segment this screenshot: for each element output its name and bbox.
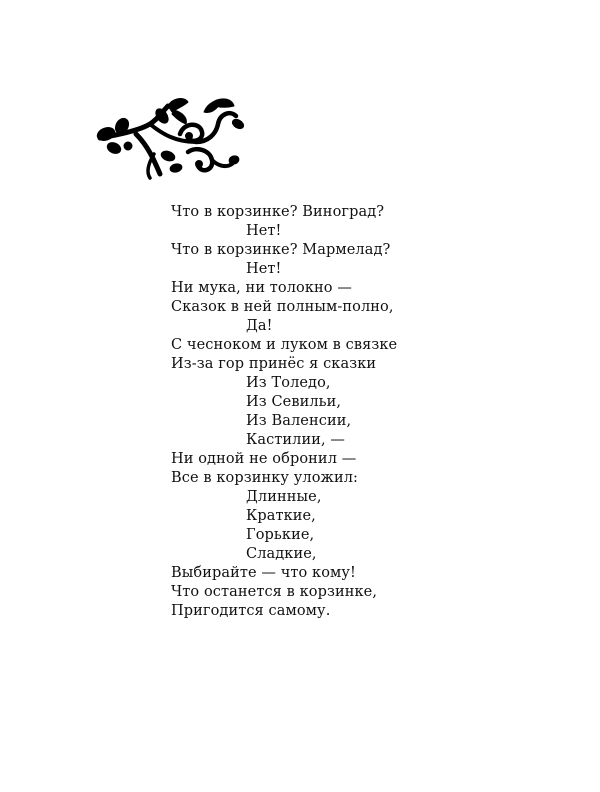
poem-line: Кастилии, — (246, 432, 346, 448)
poem-line: С чесноком и луком в связке (171, 337, 398, 353)
poem-line: Сказок в ней полным-полно, (171, 299, 394, 315)
floral-ornament-icon (92, 94, 248, 184)
poem-line: Сладкие, (246, 546, 317, 562)
poem-line: Да! (246, 318, 273, 334)
poem-line: Ни мука, ни толокно — (171, 280, 352, 296)
poem-line: Из Валенсии, (246, 413, 352, 429)
poem-line: Что в корзинке? Мармелад? (171, 242, 391, 258)
poem-line: Из-за гор принёс я сказки (171, 356, 377, 372)
poem-line: Горькие, (246, 527, 315, 543)
poem-line: Длинные, (246, 489, 322, 505)
poem-line: Все в корзинку уложил: (171, 470, 359, 486)
poem-line: Нет! (246, 261, 282, 277)
poem-line: Ни одной не обронил — (171, 451, 357, 467)
poem-line: Из Севильи, (246, 394, 342, 410)
poem-line: Нет! (246, 223, 282, 239)
poem-line: Что в корзинке? Виноград? (171, 204, 385, 220)
poem-line: Краткие, (246, 508, 316, 524)
poem (171, 203, 571, 621)
poem-line: Пригодится самому. (171, 603, 331, 619)
poem-line: Выбирайте — что кому! (171, 565, 356, 581)
poem-line: Что останется в корзинке, (171, 584, 378, 600)
poem-line: Из Толедо, (246, 375, 331, 391)
